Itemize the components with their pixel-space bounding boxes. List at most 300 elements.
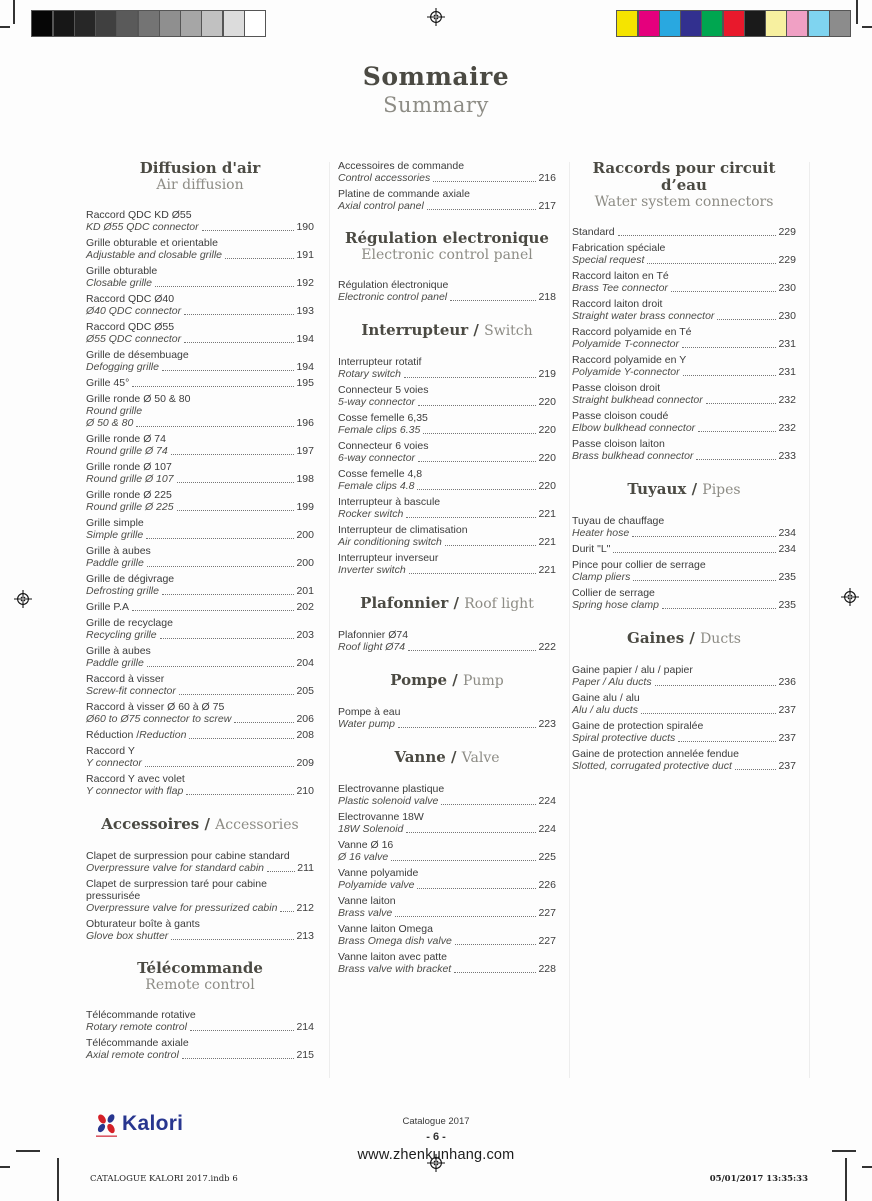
entry-line [572,732,796,744]
color-swatch [786,10,808,37]
color-swatch [744,10,766,37]
entry-label-french: Gaine de protection annelée fendue [572,748,739,760]
entry-label-french: Fabrication spéciale [572,242,666,254]
grayscale-swatch [159,10,181,37]
entry-label-english: Paper / Alu ducts [572,676,652,688]
toc-entry [86,293,314,317]
toc-entry [338,440,556,464]
entry-label-english: Rotary switch [338,368,402,380]
crop-mark [13,0,15,24]
section-gaines [572,629,796,648]
section-title-french: Vanne [394,748,446,766]
entry-label-french: Grille obturable et orientable [86,237,218,249]
entry-line [86,293,314,305]
section-slash: / [684,629,701,647]
entry-label-french: Vanne laiton [338,895,396,907]
toc-entry [572,748,796,772]
entry-line [338,412,556,424]
section-title-english: Pump [463,673,504,689]
entry-label-french: Télécommande axiale [86,1037,189,1049]
toc-entry [86,729,314,741]
dot-leader [682,347,776,348]
entry-label-french: Grille à aubes [86,645,151,657]
page-number: 200 [296,557,314,569]
entry-line [338,384,556,396]
toc-entry [338,468,556,492]
entry-label-english: Air conditioning switch [338,536,442,548]
dot-leader [696,459,776,460]
entry-label-french: Grille de dégivrage [86,573,175,585]
toc-entry [572,354,796,378]
page-number: 220 [538,452,556,464]
entry-line [86,902,314,914]
toc-entry [86,209,314,233]
entry-line [338,508,556,520]
dot-leader [280,911,294,912]
color-swatch [808,10,830,37]
page-number: 234 [778,543,796,555]
section-diffusion-dair [86,160,314,193]
entry-line [572,692,796,704]
entry-label-english: 18W Solenoid [338,823,404,835]
entry-label-english: KD Ø55 QDC connector [86,221,199,233]
entry-line [86,657,314,669]
page-number: 220 [538,396,556,408]
entry-line [338,879,556,891]
page-number: 192 [296,277,314,289]
entry-label-english: Ø 50 & 80 [86,417,134,429]
entry-label-french: Cosse femelle 4,8 [338,468,423,480]
entry-label-french: Grille P.A [86,601,129,613]
entry-label-french: Plafonnier Ø74 [338,629,409,641]
entry-label-french: Raccord laiton en Té [572,270,669,282]
entry-line [572,599,796,611]
dot-leader [613,552,776,553]
dot-leader [735,769,777,770]
entry-line [86,221,314,233]
entry-label-english: Clamp pliers [572,571,631,583]
grayscale-swatch [201,10,223,37]
entry-label-english: Round grille Ø 107 [86,473,174,485]
entry-line [86,890,314,902]
entry-label-french: Grille simple [86,517,144,529]
entry-line [572,338,796,350]
entry-label-english: Round grille [86,405,143,417]
crop-mark [0,1166,10,1168]
entry-label-english: Ø55 QDC connector [86,333,182,345]
entry-line [86,757,314,769]
grayscale-swatch [95,10,117,37]
toc-entry [338,552,556,576]
toc-entry [86,237,314,261]
toc-entry [338,496,556,520]
page-number: 218 [538,291,556,303]
dot-leader [427,209,537,210]
entry-line [338,923,556,935]
toc-entry [572,720,796,744]
entry-label-english: Female clips 6.35 [338,424,421,436]
entry-line [86,601,314,613]
entry-label-english: Axial remote control [86,1049,179,1061]
toc-entry [572,242,796,266]
entry-line [338,895,556,907]
toc-entry [86,573,314,597]
dot-leader [678,741,776,742]
entry-label-french: Interrupteur à bascule [338,496,441,508]
entry-label-english: Adjustable and closable grille [86,249,223,261]
toc-entry [338,524,556,548]
toc-entry [86,773,314,797]
dot-leader [146,538,294,539]
section-pompe [338,671,556,690]
entry-line [86,673,314,685]
entry-line [86,517,314,529]
entry-line [572,720,796,732]
entry-label-french: pressurisée [86,890,141,902]
entry-label-french: Interrupteur inverseur [338,552,439,564]
page-number: 220 [538,424,556,436]
entry-label-english: Defrosting grille [86,585,159,597]
page-number: 237 [778,760,796,772]
dot-leader [406,517,536,518]
entry-label-english: Roof light Ø74 [338,641,406,653]
toc-entry [86,645,314,669]
section-title-french: Tuyaux [627,480,687,498]
entry-line [86,862,314,874]
entry-line [572,559,796,571]
entry-line [86,585,314,597]
entry-label-english: Brass bulkhead connector [572,450,694,462]
entry-label-english: Simple grille [86,529,144,541]
entry-line [86,265,314,277]
page-number: 197 [296,445,314,457]
entry-line [338,536,556,548]
toc-entry [338,629,556,653]
entry-label-english: Overpressure valve for pressurized cabin [86,902,278,914]
toc-entry [338,384,556,408]
grayscale-swatch [138,10,160,37]
page-number: 237 [778,704,796,716]
footer-website: www.zhenkunhang.com [357,1147,515,1163]
entry-line [338,823,556,835]
footer-file-info: CATALOGUE KALORI 2017.indb 6 [90,1174,238,1184]
section-title-french: Interrupteur [361,321,469,339]
kalori-wordmark: Kalori [122,1112,184,1135]
entry-line [86,501,314,513]
entry-label-english: Paddle grille [86,557,144,569]
section-regulation-electronique [338,230,556,263]
dot-leader [184,342,294,343]
registration-mark [427,8,445,26]
dot-leader [455,944,537,945]
dot-leader [147,666,295,667]
section-title-french: Régulation electronique [345,229,549,247]
entry-line [86,209,314,221]
page-number: 194 [296,333,314,345]
dot-leader [406,832,536,833]
entry-line [338,279,556,291]
entry-line [338,172,556,184]
dot-leader [145,766,295,767]
section-tuyaux [572,480,796,499]
entry-line [86,1049,314,1061]
toc-entry [86,489,314,513]
entry-line [86,445,314,457]
entry-label-english: Ø 16 valve [338,851,389,863]
dot-leader [398,727,536,728]
section-title-english: Remote control [145,977,255,993]
grayscale-swatch [244,10,266,37]
page-number: 230 [778,310,796,322]
entry-label-french: Raccord QDC Ø40 [86,293,175,305]
section-accessoires [86,815,314,834]
toc-entry [86,265,314,289]
color-calibration-bar [617,10,851,37]
dot-leader [655,685,777,686]
dot-leader [155,286,295,287]
entry-line [572,394,796,406]
entry-label-english: Round grille Ø 74 [86,445,168,457]
page-number: 225 [538,851,556,863]
section-telecommande [86,960,314,993]
dot-leader [706,403,777,404]
toc-entry [338,706,556,730]
toc-entry [572,298,796,322]
entry-label-french: Cosse femelle 6,35 [338,412,428,424]
entry-line [338,368,556,380]
color-swatch [638,10,660,37]
entry-line [338,200,556,212]
entry-label-english: Recycling grille [86,629,157,641]
toc-entry [572,543,796,555]
entry-line [86,685,314,697]
registration-mark [14,590,32,608]
entry-line [338,424,556,436]
entry-label-french: Raccord QDC Ø55 [86,321,175,333]
entry-line [572,587,796,599]
page-number: 223 [538,718,556,730]
entry-label-english: Brass Tee connector [572,282,668,294]
page-number: 231 [778,366,796,378]
color-swatch [659,10,681,37]
entry-line [572,326,796,338]
section-title-french: Raccords pour circuit d’eau [592,159,776,194]
entry-label-french: Régulation électronique [338,279,449,291]
entry-label-french: Standard [572,226,615,238]
dot-leader [423,433,536,434]
entry-line [338,795,556,807]
entry-label-english: Special request [572,254,645,266]
section-title-english: Ducts [700,631,741,647]
entry-line [86,237,314,249]
entry-line [572,450,796,462]
entry-label-english: Polyamide Y-connector [572,366,680,378]
dot-leader [182,1058,295,1059]
entry-line [338,935,556,947]
entry-label-french: Raccord polyamide en Té [572,326,692,338]
page-number: 224 [538,823,556,835]
toc-entry [338,951,556,975]
entry-line [86,878,314,890]
toc-entry [338,188,556,212]
page-number: 200 [296,529,314,541]
entry-label-french: Raccord Y avec volet [86,773,185,785]
entry-line [572,354,796,366]
grayscale-swatch [31,10,53,37]
entry-label-french: Grille de recyclage [86,617,173,629]
page-number: 209 [296,757,314,769]
entry-line [86,461,314,473]
toc-entry [86,701,314,725]
entry-line [572,676,796,688]
entry-line [86,529,314,541]
dot-leader [186,794,294,795]
entry-line [338,706,556,718]
entry-label-french: Connecteur 5 voies [338,384,429,396]
entry-label-english: Glove box shutter [86,930,169,942]
grayscale-calibration-bar [32,10,266,37]
dot-leader [391,860,536,861]
toc-entry [338,839,556,863]
entry-line [338,468,556,480]
dot-leader [662,608,777,609]
entry-label-french: Raccord à visser [86,673,165,685]
entry-label-english: Plastic solenoid valve [338,795,439,807]
dot-leader [417,888,536,889]
dot-leader [683,375,777,376]
entry-label-english: Closable grille [86,277,152,289]
toc-entry [338,811,556,835]
entry-line [338,867,556,879]
page-number: 206 [296,713,314,725]
toc-entry [338,867,556,891]
page-number: 201 [296,585,314,597]
crop-mark [862,1166,872,1168]
entry-line [572,760,796,772]
dot-leader [418,461,536,462]
entry-label-french: Raccord laiton droit [572,298,663,310]
toc-entry [86,377,314,389]
footer-page-number: - 6 - [426,1131,446,1143]
page-number: 204 [296,657,314,669]
entry-label-french: Vanne laiton Omega [338,923,433,935]
toc-entry [338,160,556,184]
section-title-english: Roof light [464,596,534,612]
page-number: 220 [538,480,556,492]
crop-mark [856,0,858,24]
entry-line [86,249,314,261]
grayscale-swatch [180,10,202,37]
entry-line [338,188,556,200]
page-title [0,62,872,117]
entry-label-english: Reduction [139,729,187,741]
entry-label-english: Brass Omega dish valve [338,935,452,947]
page-number: 221 [538,564,556,576]
entry-label-french: Grille de désembuage [86,349,189,361]
page-number: 217 [538,200,556,212]
toc-entry [86,745,314,769]
entry-line [86,629,314,641]
page-number: 208 [296,729,314,741]
entry-line [86,1021,314,1033]
section-title-french: Accessoires [101,815,200,833]
entry-line [338,160,556,172]
title-french: Sommaire [362,62,510,91]
entry-line [86,1009,314,1021]
entry-line [86,349,314,361]
entry-line [86,545,314,557]
entry-label-french: Passe cloison droit [572,382,661,394]
entry-line [338,452,556,464]
entry-line [86,773,314,785]
dot-leader [184,314,294,315]
toc-entry [338,279,556,303]
page-number: 205 [296,685,314,697]
page-number: 212 [296,902,314,914]
entry-label-english: Straight bulkhead connector [572,394,703,406]
dot-leader [160,638,295,639]
entry-label-french: Raccord QDC KD Ø55 [86,209,192,221]
table-of-contents [86,160,798,1065]
entry-line [338,564,556,576]
entry-line [86,305,314,317]
entry-label-french: Raccord Y [86,745,135,757]
entry-label-english: Overpressure valve for standard cabin [86,862,265,874]
entry-label-english: Ø60 to Ø75 connector to screw [86,713,232,725]
toc-column-3 [572,160,796,776]
toc-entry [86,517,314,541]
entry-line [572,282,796,294]
entry-label-french: Grille obturable [86,265,158,277]
page-number: 203 [296,629,314,641]
page-number: 193 [296,305,314,317]
entry-label-french: Télécommande rotative [86,1009,196,1021]
dot-leader [454,972,536,973]
entry-label-french: Réduction / [86,729,140,741]
page-number: 237 [778,732,796,744]
dot-leader [190,1030,295,1031]
crop-mark [57,1158,59,1201]
page-number: 196 [296,417,314,429]
registration-mark [841,588,859,606]
dot-leader [267,871,295,872]
page-number: 214 [296,1021,314,1033]
page-number: 219 [538,368,556,380]
entry-label-english: Y connector [86,757,142,769]
entry-line [572,298,796,310]
toc-entry [572,270,796,294]
entry-line [86,405,314,417]
grayscale-swatch [74,10,96,37]
entry-line [338,480,556,492]
section-plafonnier [338,594,556,613]
section-title-english: Switch [484,323,533,339]
toc-column-2 [338,160,556,979]
dot-leader [225,258,294,259]
page-number: 226 [538,879,556,891]
section-slash: / [199,815,216,833]
dot-leader [202,230,295,231]
entry-line [86,729,314,741]
section-title-english: Electronic control panel [361,247,533,263]
section-title-french: Pompe [390,671,448,689]
color-swatch [723,10,745,37]
entry-label-english: Electronic control panel [338,291,448,303]
entry-line [572,366,796,378]
dot-leader [177,510,295,511]
entry-label-french: Pompe à eau [338,706,401,718]
entry-label-english: Brass valve [338,907,393,919]
